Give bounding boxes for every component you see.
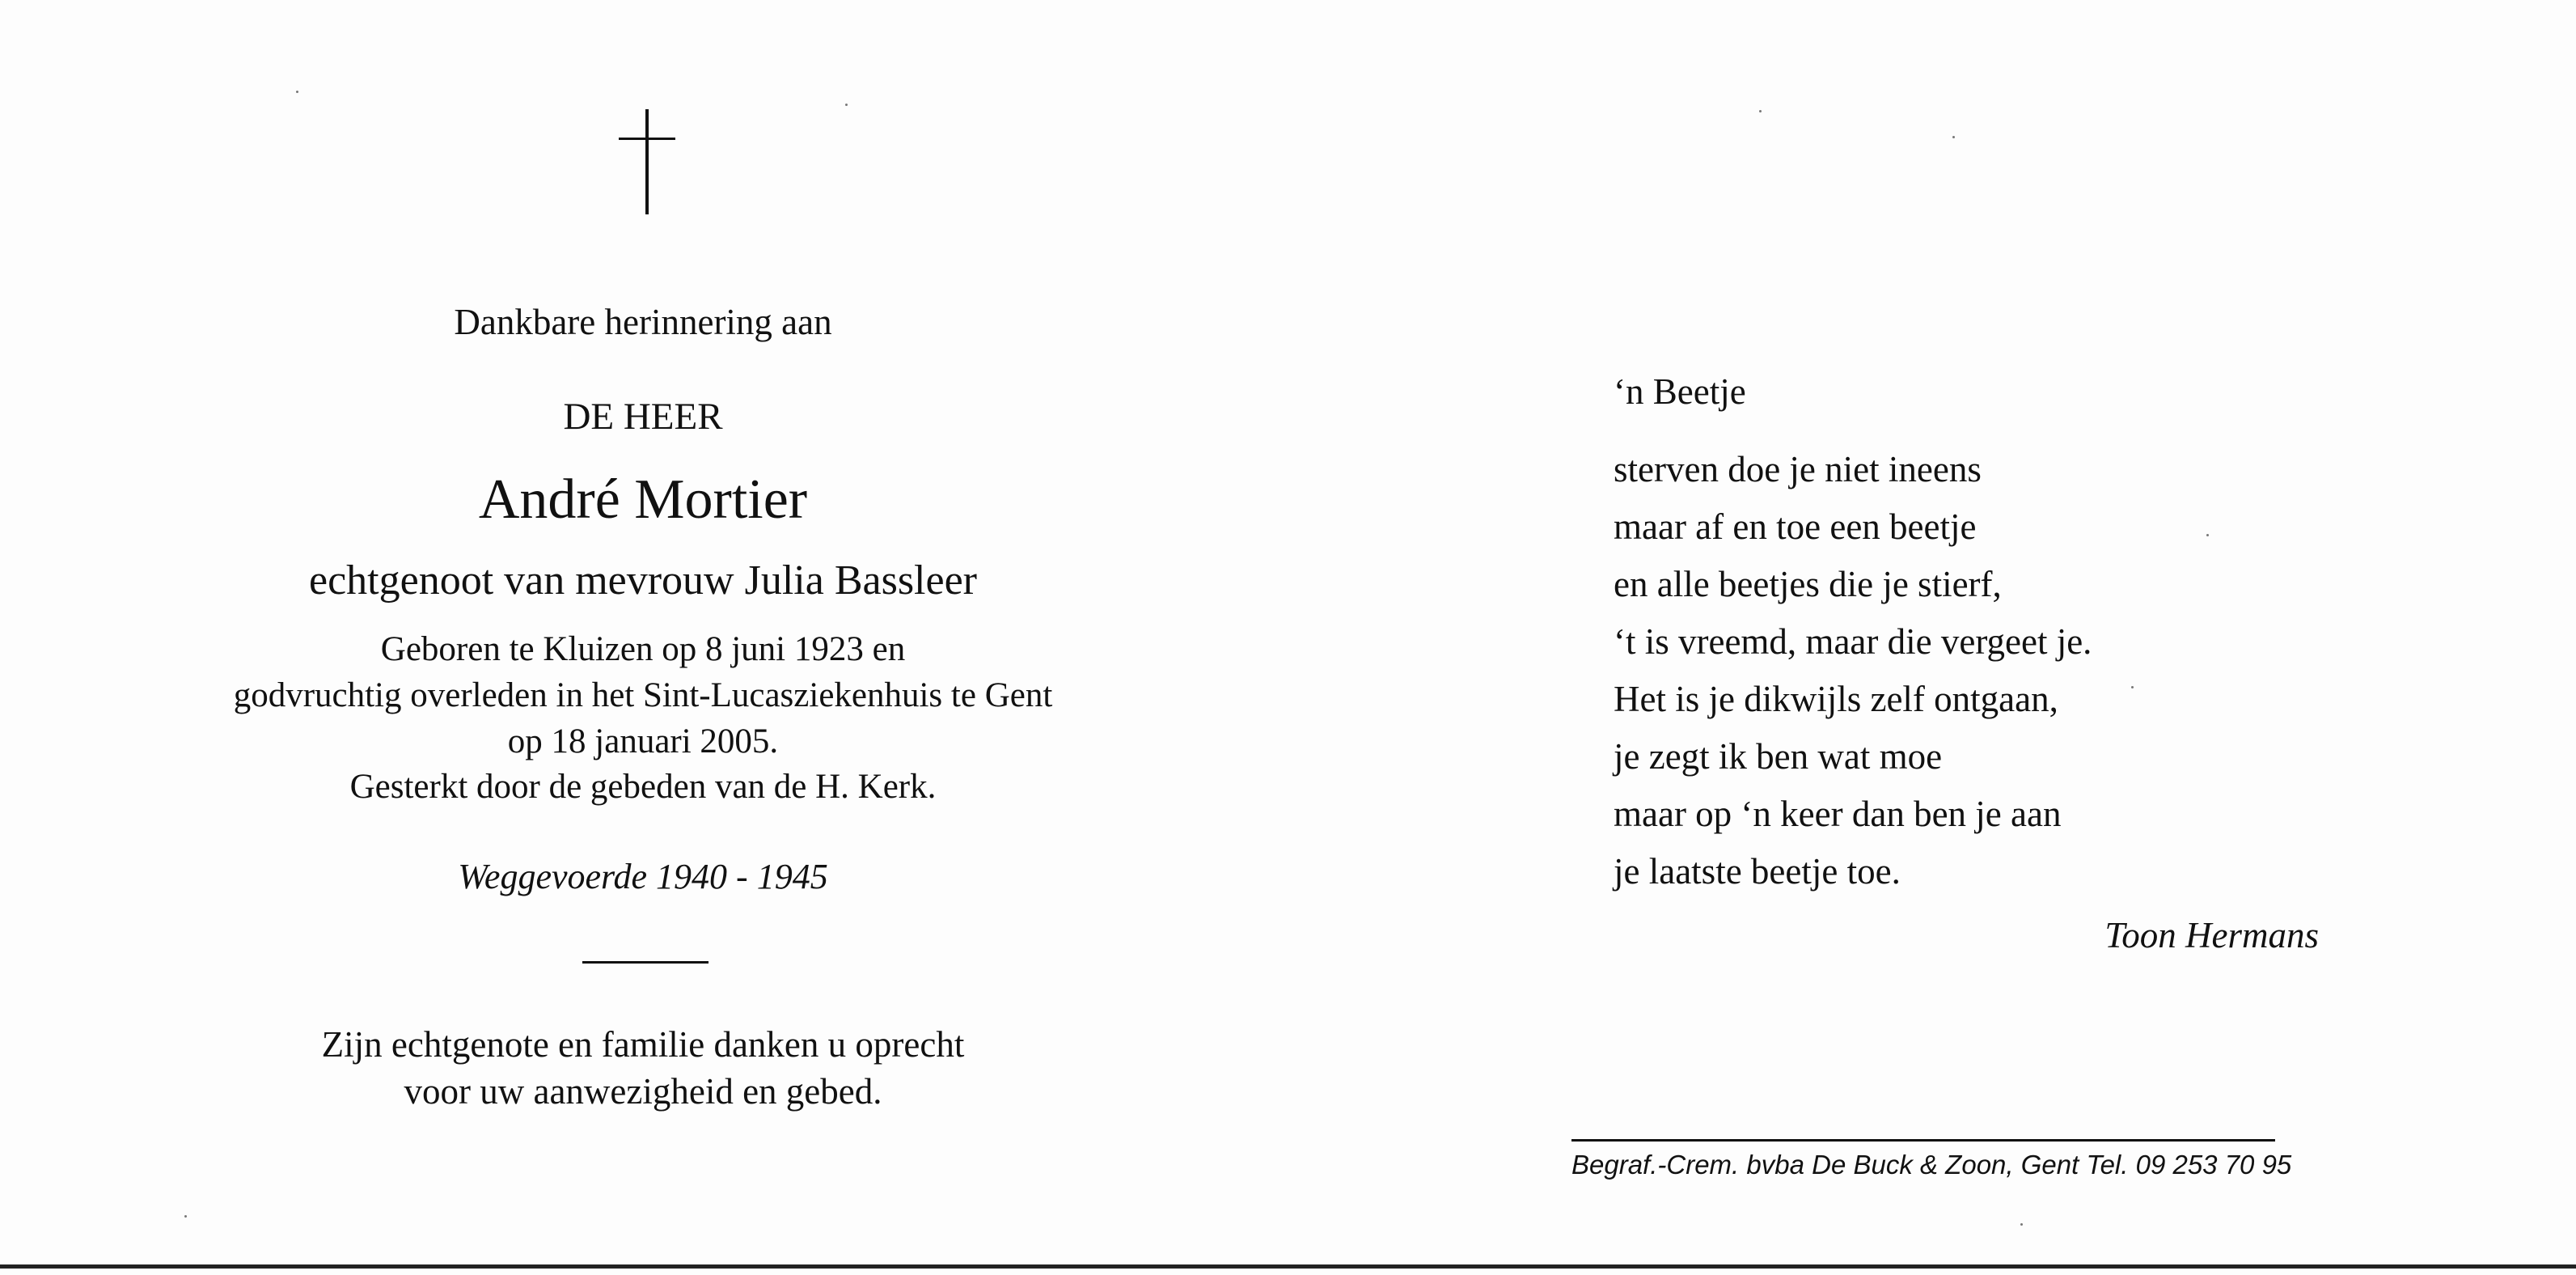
scan-speck bbox=[2131, 686, 2134, 688]
bio-line: op 18 januari 2005. bbox=[507, 722, 779, 760]
poem-line: maar af en toe een beetje bbox=[1614, 506, 1977, 547]
bio-line: godvruchtig overleden in het Sint-Lucasziekenhuis te Gent bbox=[233, 676, 1053, 714]
scan-speck bbox=[1759, 110, 1762, 112]
right-panel bbox=[1286, 0, 2576, 1275]
scan-speck bbox=[184, 1215, 187, 1218]
poem-line: ‘t is vreemd, maar die vergeet je. bbox=[1614, 621, 2092, 662]
cross-icon bbox=[619, 109, 675, 214]
poem-line: sterven doe je niet ineens bbox=[1614, 449, 1982, 489]
scan-speck bbox=[296, 91, 298, 93]
war-note: Weggevoerde 1940 - 1945 bbox=[458, 857, 828, 896]
scan-speck bbox=[1952, 136, 1955, 138]
undertaker-info: Begraf.-Crem. bvba De Buck & Zoon, Gent Tel. 09 253 70 95 bbox=[1571, 1150, 2292, 1180]
poem-line: je zegt ik ben wat moe bbox=[1614, 736, 1943, 777]
deceased-name: André Mortier bbox=[478, 468, 808, 531]
poem-line: Het is je dikwijls zelf ontgaan, bbox=[1614, 679, 2058, 719]
scan-speck bbox=[2206, 534, 2209, 536]
thanks-line: Zijn echtgenote en familie danken u oprecht bbox=[321, 1024, 965, 1065]
honorific-title: DE HEER bbox=[563, 396, 723, 438]
scan-speck bbox=[845, 104, 848, 106]
footer-rule bbox=[1571, 1139, 2275, 1142]
bio-line: Gesterkt door de gebeden van de H. Kerk. bbox=[349, 768, 937, 806]
poem-line: en alle beetjes die je stierf, bbox=[1614, 564, 2002, 604]
left-panel bbox=[0, 0, 1286, 1275]
poem-title: ‘n Beetje bbox=[1614, 371, 1746, 412]
poem-line: maar op ‘n keer dan ben je aan bbox=[1614, 794, 2062, 834]
poem-author: Toon Hermans bbox=[2104, 915, 2319, 955]
thanks-line: voor uw aanwezigheid en gebed. bbox=[404, 1071, 882, 1112]
poem bbox=[1614, 448, 2092, 908]
scan-bottom-edge bbox=[0, 1264, 2576, 1269]
bio-line: Geboren te Kluizen op 8 juni 1923 en bbox=[380, 630, 906, 668]
intro-text: Dankbare herinnering aan bbox=[454, 302, 832, 342]
spouse-text: echtgenoot van mevrouw Julia Bassleer bbox=[309, 557, 977, 604]
scan-speck bbox=[2020, 1223, 2023, 1226]
poem-line: je laatste beetje toe. bbox=[1614, 851, 1901, 892]
divider-line bbox=[582, 961, 709, 964]
